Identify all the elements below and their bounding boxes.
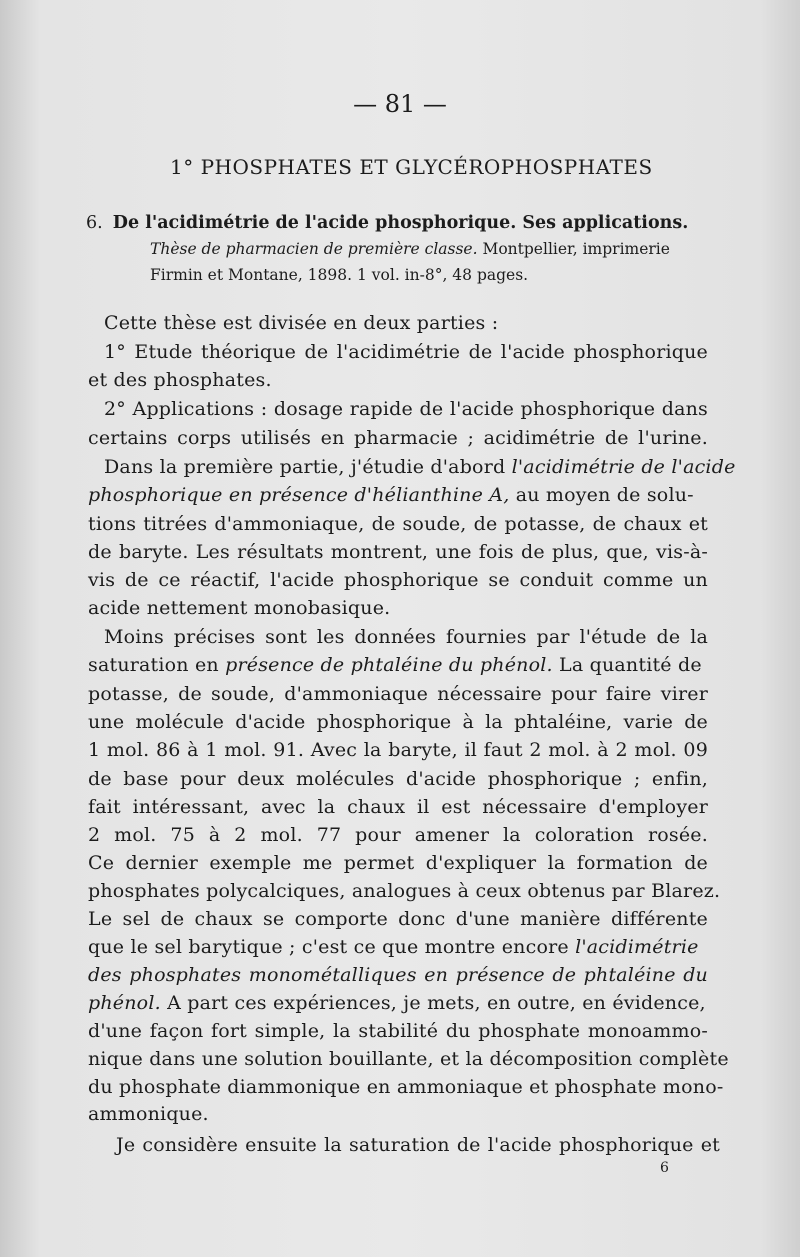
- entry-title: [86, 213, 688, 233]
- text-line: Le sel de chaux se comporte donc d'une manière différente: [88, 908, 708, 930]
- entry-title-text: De l'acidimétrie de l'acide phosphorique. Ses applications.: [112, 213, 689, 233]
- text-segment: que le sel barytique ; c'est ce que montre encore: [88, 936, 576, 958]
- text-line: une molécule d'acide phosphorique à la phtaléine, varie de: [88, 711, 708, 733]
- text-line: 1° Etude théorique de l'acidimétrie de l'acide phosphorique: [104, 341, 708, 363]
- italic-segment: phosphorique en présence d'hélianthine A,: [88, 484, 510, 506]
- text-segment: au moyen de solu-: [509, 484, 694, 506]
- text-line: d'une façon fort simple, la stabilité du phosphate monoammo-: [88, 1020, 708, 1042]
- entry-number: 6.: [86, 213, 103, 233]
- text-line: de base pour deux molécules d'acide phosphorique ; enfin,: [88, 768, 708, 790]
- text-line: [88, 654, 708, 676]
- entry-meta-line-1: [150, 240, 670, 258]
- signature-mark: 6: [660, 1160, 669, 1176]
- page-number: — 81 —: [353, 90, 447, 118]
- text-line: certains corps utilisés en pharmacie ; acidimétrie de l'urine.: [88, 427, 708, 449]
- text-line: [88, 992, 708, 1014]
- text-segment: La quantité de: [552, 654, 702, 676]
- text-line: Moins précises sont les données fournies par l'étude de la: [104, 626, 708, 648]
- text-line: acide nettement monobasique.: [88, 597, 391, 619]
- section-title: 1° PHOSPHATES ET GLYCÉROPHOSPHATES: [170, 155, 653, 179]
- text-line: [88, 484, 708, 506]
- text-line: 1 mol. 86 à 1 mol. 91. Avec la baryte, il faut 2 mol. à 2 mol. 09: [88, 739, 708, 761]
- entry-meta-line-2: Firmin et Montane, 1898. 1 vol. in-8°, 48 pages.: [150, 266, 529, 284]
- publisher: Montpellier, imprimerie: [477, 240, 670, 258]
- italic-segment: l'acidimétrie de l'acide: [511, 456, 736, 478]
- text-line: de baryte. Les résultats montrent, une fois de plus, que, vis-à-: [88, 541, 708, 563]
- italic-segment: présence de phtaléine du phénol.: [225, 654, 553, 676]
- text-line: vis de ce réactif, l'acide phosphorique se conduit comme un: [88, 569, 708, 591]
- text-line: nique dans une solution bouillante, et la décomposition complète: [88, 1048, 729, 1070]
- text-line: Je considère ensuite la saturation de l'acide phosphorique et: [116, 1134, 720, 1156]
- text-line: 2 mol. 75 à 2 mol. 77 pour amener la coloration rosée.: [88, 824, 708, 846]
- text-line: des phosphates monométalliques en présence de phtaléine du: [88, 964, 708, 986]
- text-segment: saturation en: [88, 654, 226, 676]
- italic-segment: phénol.: [88, 992, 161, 1014]
- text-line: ammonique.: [88, 1103, 209, 1125]
- text-line: [104, 456, 736, 478]
- text-line: Ce dernier exemple me permet d'expliquer la formation de: [88, 852, 708, 874]
- text-line: Cette thèse est divisée en deux parties :: [104, 312, 499, 334]
- italic-segment: l'acidimétrie: [575, 936, 699, 958]
- text-line: [88, 936, 708, 958]
- text-line: et des phosphates.: [88, 369, 272, 391]
- text-line: phosphates polycalciques, analogues à ceux obtenus par Blarez.: [88, 880, 721, 902]
- text-line: potasse, de soude, d'ammoniaque nécessaire pour faire virer: [88, 683, 708, 705]
- text-line: tions titrées d'ammoniaque, de soude, de potasse, de chaux et: [88, 513, 708, 535]
- text-segment: A part ces expériences, je mets, en outre, en évidence,: [160, 992, 706, 1014]
- text-line: du phosphate diammonique en ammoniaque et phosphate mono-: [88, 1076, 724, 1098]
- thesis-type: Thèse de pharmacien de première classe.: [150, 240, 478, 258]
- text-segment: Dans la première partie, j'étudie d'abord: [104, 456, 512, 478]
- text-line: fait intéressant, avec la chaux il est nécessaire d'employer: [88, 796, 708, 818]
- text-line: 2° Applications : dosage rapide de l'acide phosphorique dans: [104, 398, 708, 420]
